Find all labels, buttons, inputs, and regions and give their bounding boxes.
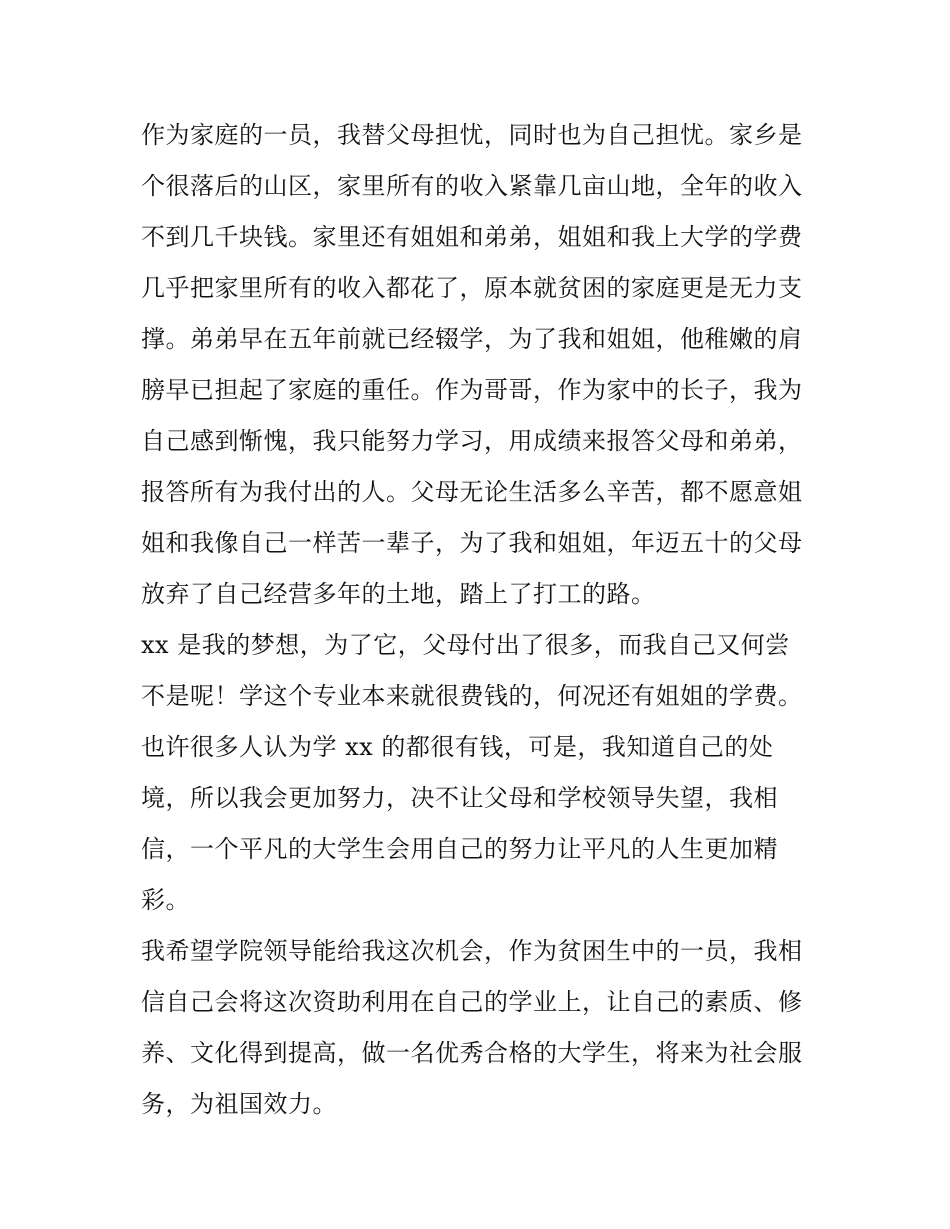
text-line: 不到几千块钱。家里还有姐姐和弟弟，姐姐和我上大学的学费 (141, 223, 803, 251)
text-line: 姐和我像自己一样苦一辈子，为了我和姐姐，年迈五十的父母 (141, 529, 803, 557)
text-line: 不是呢！学这个专业本来就很费钱的，何况还有姐姐的学费。 (141, 682, 803, 710)
text-line: 境，所以我会更加努力，决不让父母和学校领导失望，我相 (141, 784, 778, 812)
text-line: 务，为祖国效力。 (141, 1090, 337, 1118)
text-line: 养、文化得到提高，做一名优秀合格的大学生，将来为社会服 (141, 1039, 803, 1067)
paragraph-1 (141, 110, 821, 620)
text-line: 膀早已担起了家庭的重任。作为哥哥，作为家中的长子，我为 (141, 376, 803, 404)
text-line: 放弃了自己经营多年的土地，踏上了打工的路。 (141, 580, 656, 608)
text-line: 个很落后的山区，家里所有的收入紧靠几亩山地，全年的收入 (141, 172, 803, 200)
text-line: 自己感到惭愧，我只能努力学习，用成绩来报答父母和弟弟， (141, 427, 803, 455)
text-line: 报答所有为我付出的人。父母无论生活多么辛苦，都不愿意姐 (141, 478, 803, 506)
paragraph-2 (141, 620, 821, 926)
text-line: 彩。 (141, 886, 190, 914)
document-body (141, 110, 821, 1130)
text-line: 信，一个平凡的大学生会用自己的努力让平凡的人生更加精 (141, 835, 778, 863)
text-line: 我希望学院领导能给我这次机会，作为贫困生中的一员，我相 (141, 937, 803, 965)
paragraph-3 (141, 926, 821, 1130)
text-line: 撑。弟弟早在五年前就已经辍学，为了我和姐姐，他稚嫩的肩 (141, 325, 803, 353)
text-line: 也许很多人认为学 xx 的都很有钱，可是，我知道自己的处 (141, 733, 774, 761)
text-line: 作为家庭的一员，我替父母担忧，同时也为自己担忧。家乡是 (141, 121, 803, 149)
text-line: 信自己会将这次资助利用在自己的学业上，让自己的素质、修 (141, 988, 803, 1016)
text-line: 几乎把家里所有的收入都花了，原本就贫困的家庭更是无力支 (141, 274, 803, 302)
text-line: xx 是我的梦想，为了它，父母付出了很多，而我自己又何尝 (141, 631, 790, 659)
